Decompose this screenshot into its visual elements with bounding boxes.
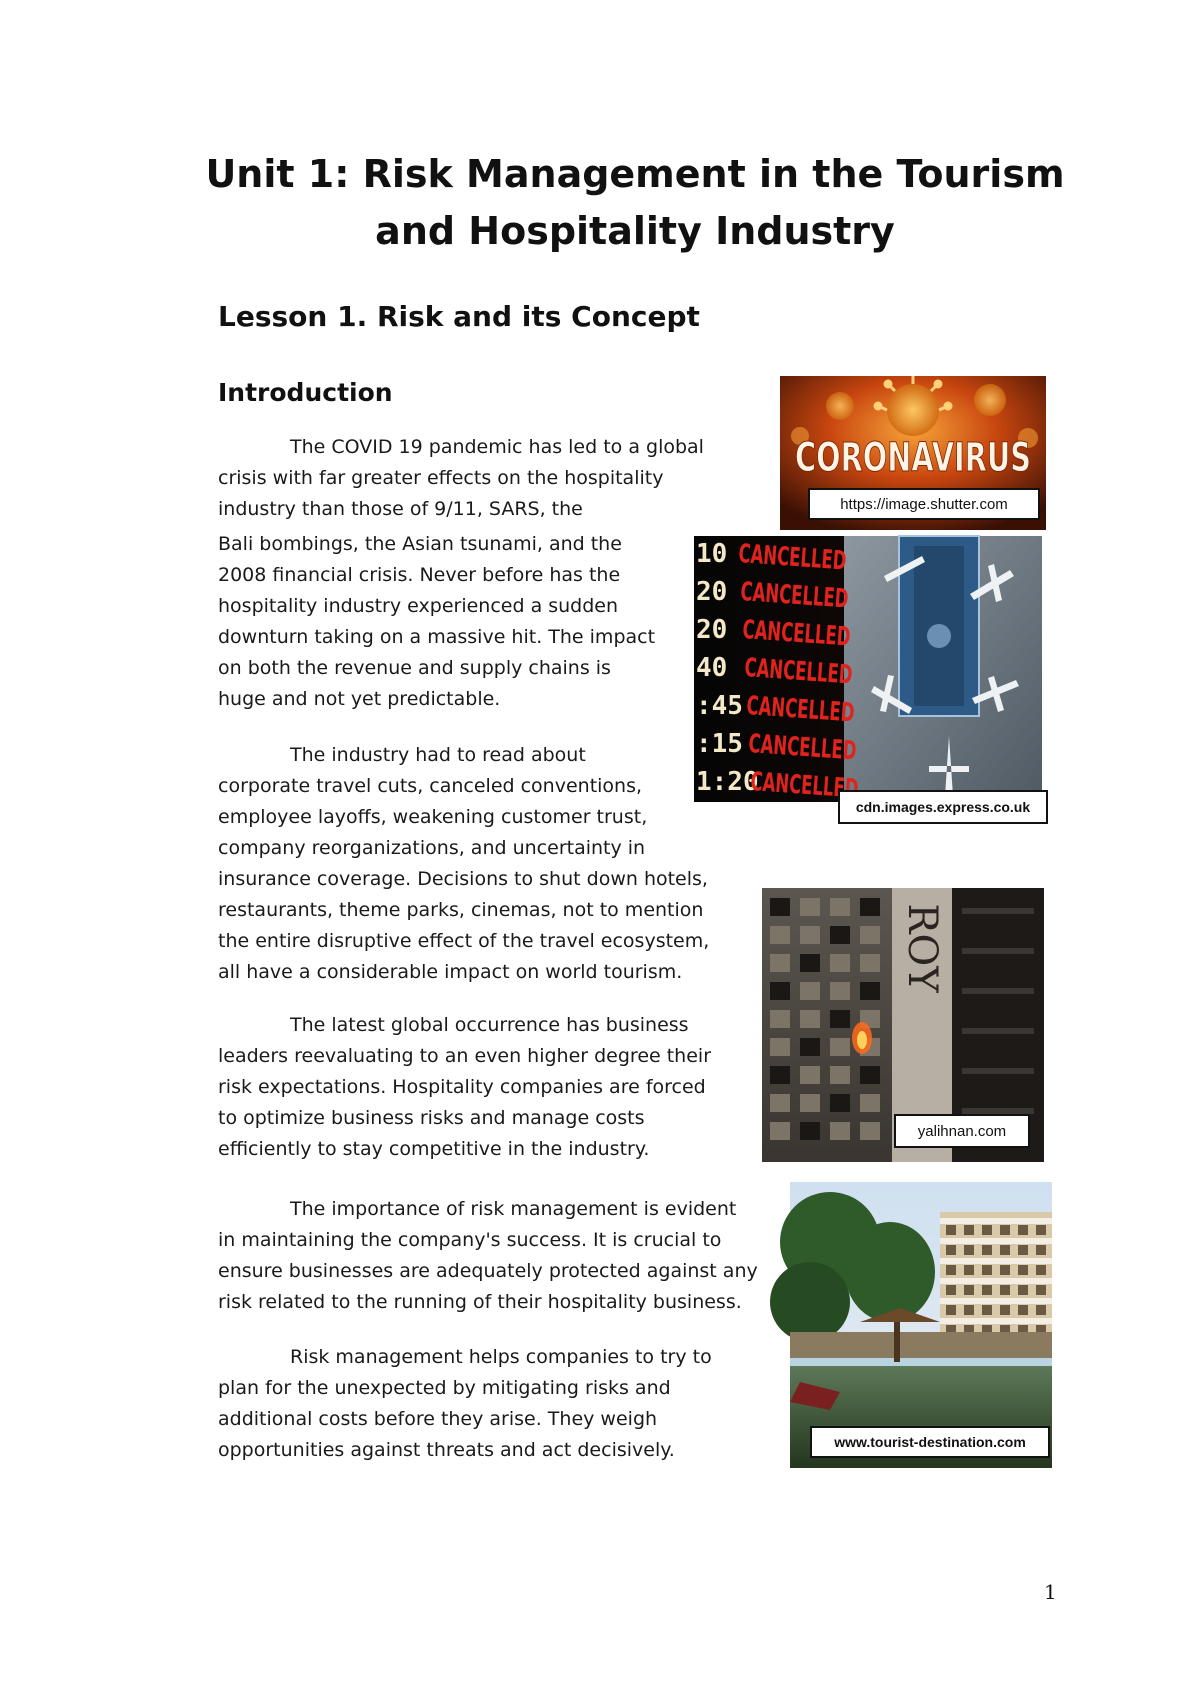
title-line-2: and Hospitality Industry: [375, 209, 895, 253]
board-time: 10: [696, 539, 728, 569]
p3-line: efficiently to stay competitive in the industry.: [218, 1138, 650, 1160]
p1-line: 2008 financial crisis. Never before has the: [218, 564, 621, 586]
p1-line: on both the revenue and supply chains is: [218, 657, 611, 679]
p2-line: The industry had to read about: [290, 744, 586, 766]
p2-line: the entire disruptive effect of the travel ecosystem,: [218, 930, 710, 952]
p1-line: downturn taking on a massive hit. The impact: [218, 626, 656, 648]
coronavirus-image: [780, 376, 1046, 530]
p2-line: restaurants, theme parks, cinemas, not to mention: [218, 899, 704, 921]
board-time: 40: [696, 653, 728, 683]
lesson-heading: Lesson 1. Risk and its Concept: [218, 300, 700, 333]
p1-line: The COVID 19 pandemic has led to a global: [290, 436, 704, 458]
board-time: :15: [696, 729, 743, 759]
board-status: CANCELLED: [741, 615, 914, 657]
title-line-1: Unit 1: Risk Management in the Tourism: [205, 152, 1065, 196]
p2-line: corporate travel cuts, canceled conventions,: [218, 775, 643, 797]
p1-line: crisis with far greater effects on the hospitality: [218, 467, 664, 489]
board-status: CANCELLED: [743, 653, 916, 695]
p2-line: employee layoffs, weakening customer trust,: [218, 806, 648, 828]
p2-line: all have a considerable impact on world tourism.: [218, 961, 683, 983]
board-status: CANCELLED: [749, 767, 922, 809]
p1-line: industry than those of 9/11, SARS, the: [218, 498, 583, 520]
board-time: 20: [696, 615, 728, 645]
paragraph-2: [218, 740, 709, 988]
p2-line: company reorganizations, and uncertainty in: [218, 837, 646, 859]
document-title: [160, 146, 1110, 260]
board-status: CANCELLED: [747, 729, 920, 771]
board-time: :45: [696, 691, 743, 721]
page-number: 1: [1044, 1580, 1057, 1604]
image-caption: yalihnan.com: [894, 1114, 1030, 1148]
p1-line: Bali bombings, the Asian tsunami, and the: [218, 533, 622, 555]
image-caption: https://image.shutter.com: [808, 488, 1040, 520]
board-time: 1:20: [696, 767, 759, 797]
board-status: CANCELLED: [737, 539, 910, 581]
image-caption: cdn.images.express.co.uk: [838, 790, 1048, 824]
p2-line: insurance coverage. Decisions to shut down hotels,: [218, 868, 708, 890]
p4-line: ensure businesses are adequately protected against any: [218, 1260, 758, 1282]
p3-line: risk expectations. Hospitality companies are forced: [218, 1076, 706, 1098]
p5-line: opportunities against threats and act decisively.: [218, 1439, 675, 1461]
paragraph-5: [218, 1342, 712, 1466]
board-time: 20: [696, 577, 728, 607]
image-caption: www.tourist-destination.com: [810, 1426, 1050, 1458]
paragraph-1: [218, 432, 704, 715]
p1-line: hospitality industry experienced a sudden: [218, 595, 619, 617]
section-heading: Introduction: [218, 378, 393, 407]
board-status: CANCELLED: [739, 577, 912, 619]
p5-line: additional costs before they arise. They weigh: [218, 1408, 658, 1430]
p1-line: huge and not yet predictable.: [218, 688, 501, 710]
hotel-sign-text: ROY: [899, 903, 945, 993]
board-status: CANCELLED: [745, 691, 918, 733]
burnt-hotel-image: [762, 888, 1044, 1162]
paragraph-3: [218, 1010, 711, 1165]
p4-line: The importance of risk management is evident: [290, 1198, 737, 1220]
p3-line: The latest global occurrence has business: [290, 1014, 689, 1036]
p3-line: to optimize business risks and manage costs: [218, 1107, 645, 1129]
p4-line: in maintaining the company's success. It is crucial to: [218, 1229, 722, 1251]
p5-line: Risk management helps companies to try to: [290, 1346, 712, 1368]
p5-line: plan for the unexpected by mitigating risks and: [218, 1377, 671, 1399]
coronavirus-text: CORONAVIRUS: [795, 435, 1031, 481]
p3-line: leaders reevaluating to an even higher degree their: [218, 1045, 712, 1067]
p4-line: risk related to the running of their hospitality business.: [218, 1291, 742, 1313]
resort-image: [790, 1182, 1052, 1468]
paragraph-4: [218, 1194, 758, 1318]
